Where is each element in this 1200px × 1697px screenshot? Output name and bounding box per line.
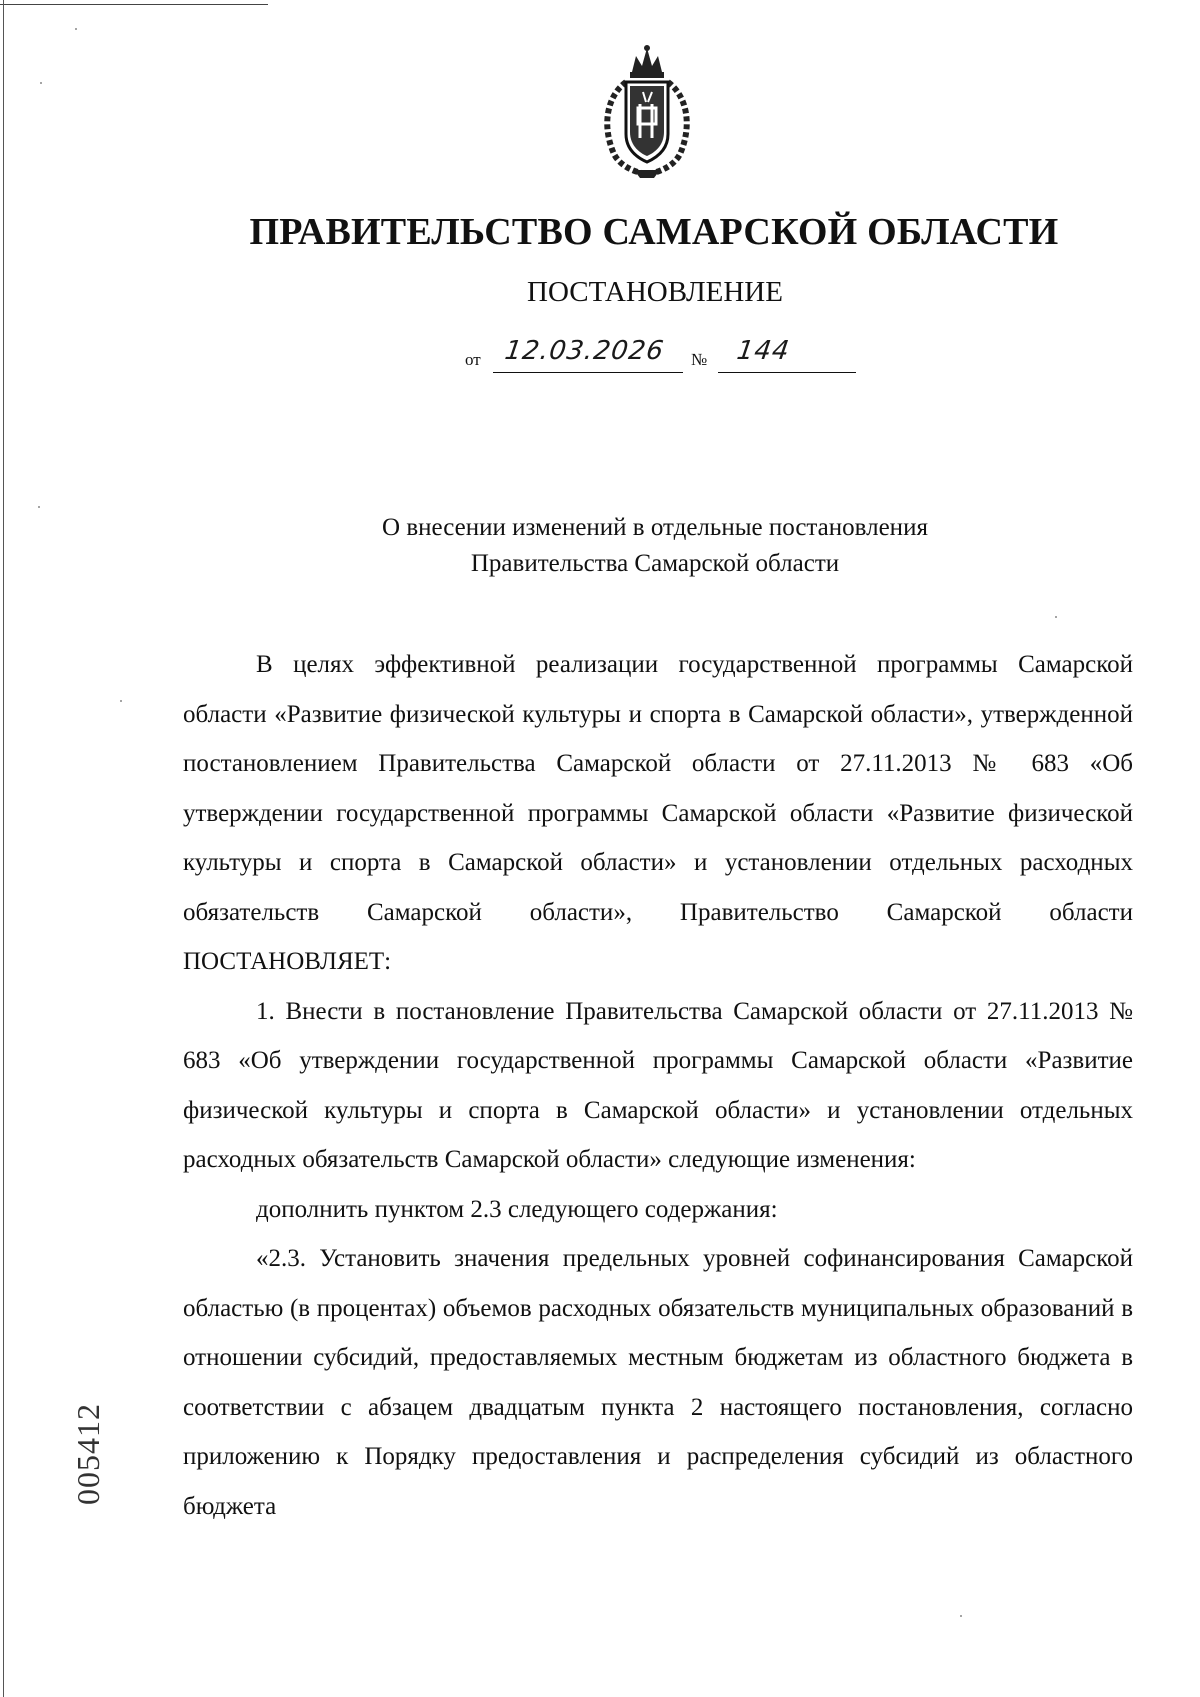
body-paragraph: В целях эффективной реализации государственной программы Самарской области «Развитие физической культуры и спорта в Самарской области», утвержденной постановлением Правительства Самарской области от 27.11.2013 № 683 «Об утверждении государственной программы Самарской области «Развитие физической культуры и спорта в Самарской области» и установлении отдельных расходных обязательств Самарской области», Правительство Самарской области ПОСТАНОВЛЯЕТ:	[183, 651, 1133, 975]
page-edge-left	[3, 0, 4, 1697]
body-paragraph: дополнить пунктом 2.3 следующего содержания:	[256, 1195, 778, 1223]
subject-line-1: О внесении изменений в отдельные постановления	[382, 514, 928, 541]
scan-speck	[38, 506, 40, 508]
number-underline	[718, 372, 856, 373]
scan-speck	[120, 700, 122, 702]
margin-stamp-number: 005412	[70, 1403, 106, 1505]
page-edge-top	[0, 4, 268, 5]
document-subject	[0, 510, 1200, 582]
coat-of-arms-icon	[596, 42, 698, 180]
scan-speck	[75, 28, 77, 30]
body-paragraph: «2.3. Установить значения предельных уровней софинансирования Самарской областью (в процентах) объемов расходных обязательств муниципальных образований в отношении субсидий, предоставляемых местным бюджетам из областного бюджета в соответствии с абзацем двадцатым пункта 2 настоящего постановления, согласно приложению к Порядку предоставления и распределения субсидий из областного бюджета	[183, 1245, 1133, 1520]
document-dateline	[465, 336, 865, 376]
number-prefix: №	[691, 350, 708, 369]
date-underline	[493, 372, 683, 373]
handwritten-date: 12.03.2026	[502, 336, 666, 366]
subject-line-2: Правительства Самарской области	[470, 550, 840, 577]
body-paragraph: 1. Внести в постановление Правительства Самарской области от 27.11.2013 № 683 «Об утверждении государственной программы Самарской области «Развитие физической культуры и спорта в Самарской области» и установлении отдельных расходных обязательств Самарской области» следующие изменения:	[183, 997, 1133, 1173]
government-title: ПРАВИТЕЛЬСТВО САМАРСКОЙ ОБЛАСТИ	[249, 211, 1059, 253]
scan-speck	[960, 1615, 962, 1617]
document-kind: ПОСТАНОВЛЕНИЕ	[527, 276, 783, 308]
date-prefix: от	[465, 350, 481, 369]
document-body	[183, 640, 1133, 1531]
scan-speck	[1055, 616, 1057, 618]
handwritten-number: 144	[734, 336, 792, 366]
scan-speck	[40, 82, 42, 84]
